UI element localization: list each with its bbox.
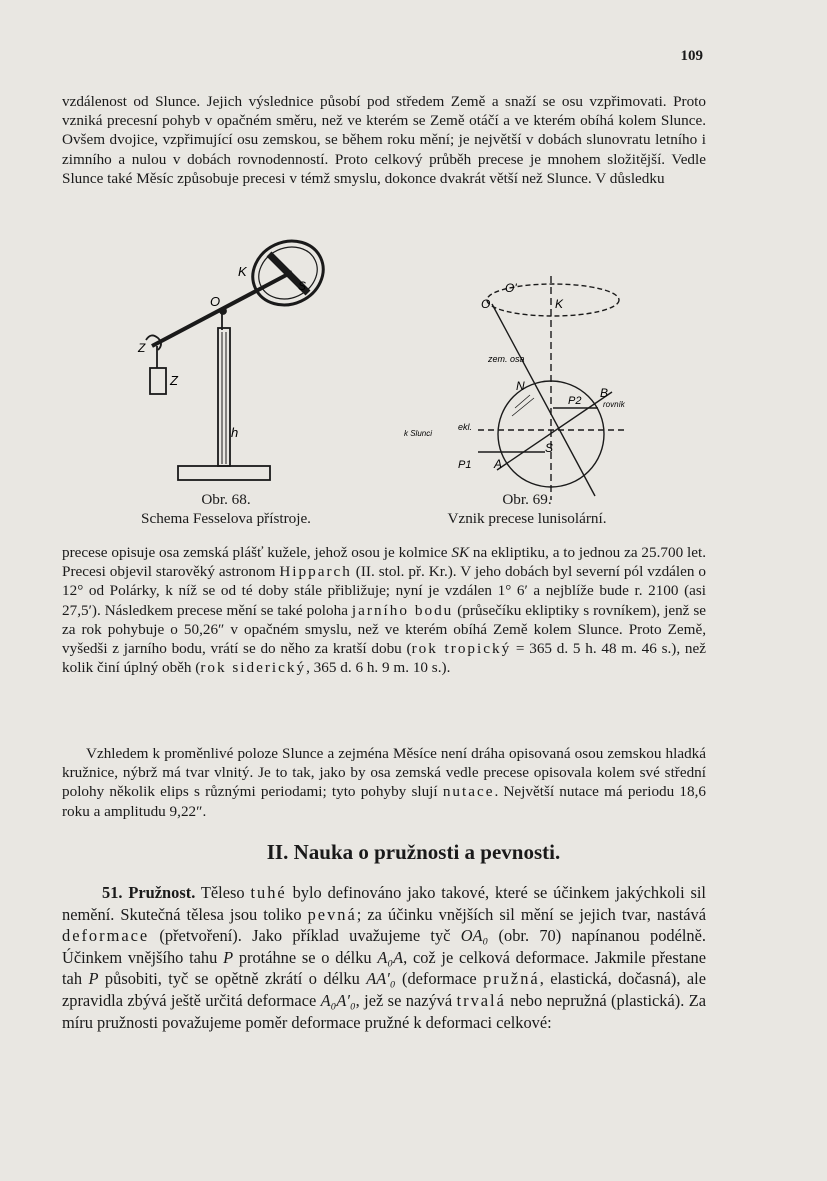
text-run: , jež se nazývá (355, 990, 457, 1010)
paragraph-precession-cone (62, 543, 706, 677)
fig69-label-S: S (545, 441, 554, 455)
fig69-label-N: N (516, 379, 525, 393)
fig69-label-K: K (555, 297, 564, 311)
text-run: nebo nepružná (plastická). Za míru pružnosti považujeme poměr deformace pružné k deformaci celkové: (62, 990, 706, 1032)
text-run: protáhne se o délku (233, 947, 378, 967)
term-nutace: nutace (442, 783, 495, 801)
fig69-label-zem-osa: zem. osa (488, 354, 525, 364)
text-run: , elastická, dočasná), ale zpravidla zbývá ještě určitá deformace (62, 969, 706, 1010)
text-run: bylo definováno jako takové, které se účinkem jakýchkoli sil nemění. Skutečná tělesa jsou toliko (62, 883, 706, 924)
term-trvala: trvalá (456, 990, 506, 1010)
fig69-label-k-slunci: k Slunci (404, 429, 433, 438)
fig68-label-h: h (231, 425, 239, 440)
text-run: (obr. 70) napínanou podélně. Účinkem vnějšího tahu (62, 926, 706, 967)
term-P: P (223, 947, 234, 967)
gyro-ring-inner (250, 238, 326, 309)
text-run: na ekliptiku, a to jednou za 25.700 let. Precesi objevil starověký astronom (62, 544, 706, 581)
figure-68-title: Schema Fesselova přístroje. (141, 510, 311, 527)
figure-68-number: Obr. 68. (201, 491, 251, 508)
term-OA0: OA₀ (460, 926, 489, 946)
section-heading: II. Nauka o pružnosti a pevnosti. (266, 840, 561, 864)
fig69-label-ekl: ekl. (458, 422, 473, 432)
text-run: (deformace (395, 969, 484, 989)
figure-68-fessel-apparatus (146, 230, 334, 480)
earth-circle (498, 381, 604, 487)
fig69-label-O: O (481, 297, 491, 311)
fig69-label-B: B (600, 386, 609, 400)
equator-line (497, 392, 612, 470)
term-jarniho-bodu: jarního bodu (351, 601, 454, 619)
term-tuhe: tuhé (250, 883, 287, 902)
term-pevna: pevná (307, 904, 357, 924)
fig69-label-A: A (494, 457, 503, 471)
apparatus-pillar (218, 328, 230, 466)
term-pruzna: pružná (483, 969, 540, 989)
fig68-label-Z: Z (170, 373, 178, 388)
term-A0A: A₀A (377, 947, 404, 967)
text-run: , 365 d. 6 h. 9 m. 10 s.). (306, 659, 451, 677)
hatch-2 (512, 398, 534, 416)
text-run: působiti, tyč se opětně zkrátí o délku (98, 969, 367, 989)
precession-ellipse (487, 284, 619, 316)
text-run: (II. stol. př. Kr.). V jeho dobách byl severní pól vzdálen o 12° od Polárky, k níž se od té doby stále přibližuje; nyní je vzdálen 1° 6′ a nejblíže bude r. 2100 (asi 27,5′). Následkem precese mění se také poloha (62, 563, 706, 619)
apparatus-base (178, 466, 270, 480)
figure-69-precession (478, 276, 628, 500)
weight-Z (150, 368, 166, 394)
section-number-title: 51. Pružnost. (102, 883, 196, 902)
pivot-point (220, 308, 226, 314)
fig69-label-O1: O' (505, 281, 517, 295)
text-run: = 365 d. 5 h. 48 m. 46 s.), než kolik činí úplný oběh ( (62, 640, 706, 677)
text-run: , což je celková deformace. Jakmile přestane tah (62, 947, 706, 989)
term-deformace: deformace (62, 926, 150, 946)
term-SK: SK (451, 544, 470, 561)
hatch-1 (515, 395, 530, 408)
term-AA0: AA′₀ (366, 969, 396, 989)
figure-69-number: Obr. 69. (502, 491, 552, 508)
term-A0A0: A₀A′₀ (320, 990, 356, 1010)
gyro-ring (242, 230, 333, 317)
fig69-label-P1: P1 (458, 459, 472, 471)
paragraph-precession-intro: vzdálenost od Slunce. Jejich výslednice působí pod středem Země a snaží se osu vzpřimovati. Proto vzniká precesní pohyb v opačném směru, než ve kterém se Země otáčí a ve kterém obíhá kolem Slunce. Ovšem dvojice, vzpřimující osu zemskou, se během roku mění; je největší v dobách slunovratu letního i zimního a nulou v dobách rovnodenností. Proto celkový průběh precese je mnohem složitější. Vedle Slunce také Měsíc způsobuje precesi v témž smyslu, dokonce dvakrát větší než Slunce. V důsledku (62, 93, 706, 187)
fig69-label-rovnik: rovník (603, 400, 625, 409)
page-number: 109 (680, 48, 703, 64)
text-run: Vzhledem k proměnlivé poloze Slunce a zejména Měsíce není dráha opisovaná osou zemskou hladká kružnice, nýbrž má tvar vlnitý. Je to tak, jako by osa zemská vedle precese opisovala kolem své střední polohy několik elips s různými periodami; tyto pohyby slují (62, 745, 706, 801)
paragraph-nutation (62, 744, 706, 821)
text-run: (přetvoření). Jako příklad uvažujeme tyč (149, 926, 461, 946)
fig68-label-Zb: Z (138, 341, 146, 355)
term-hipparch: Hipparch (279, 563, 352, 581)
rod (152, 272, 292, 346)
term-rok-tropicky: rok tropický (411, 640, 512, 658)
earth-axis (492, 304, 595, 496)
term-rok-sidericky: rok siderický (200, 659, 307, 677)
gyro-disk (269, 254, 308, 293)
fig68-label-O: O (210, 294, 221, 309)
figure-69-title: Vznik precese lunisolární. (447, 510, 607, 527)
text-run: (průsečíku ekliptiky s rovníkem), jenž se za rok pohybuje o 50,26″ v opačném smyslu, než ve kterém obíhá Země kolem Slunce. Proto Země, vyšedši z jarního bodu, vrátí se do něho za kratší dobu ( (62, 601, 707, 658)
fig68-label-K: K (238, 264, 247, 279)
text-run: Těleso (195, 883, 251, 902)
text-run: precese opisuje osa zemská plášť kužele, jehož osou je kolmice (62, 544, 452, 561)
term-P: P (88, 969, 99, 989)
text-run: ; za účinku vnějších sil mění se jejich tvar, nastává (356, 904, 707, 924)
figure-69-caption (402, 490, 652, 528)
text-run: . Největší nutace má periodu 18,6 roku a amplitudu 9,22″. (62, 783, 706, 820)
fig68-label-S: S (298, 279, 307, 293)
weight-hook (146, 335, 161, 350)
paragraph-elasticity (62, 882, 706, 1033)
fig69-label-P2: P2 (568, 395, 582, 407)
figure-68-caption (106, 490, 346, 528)
